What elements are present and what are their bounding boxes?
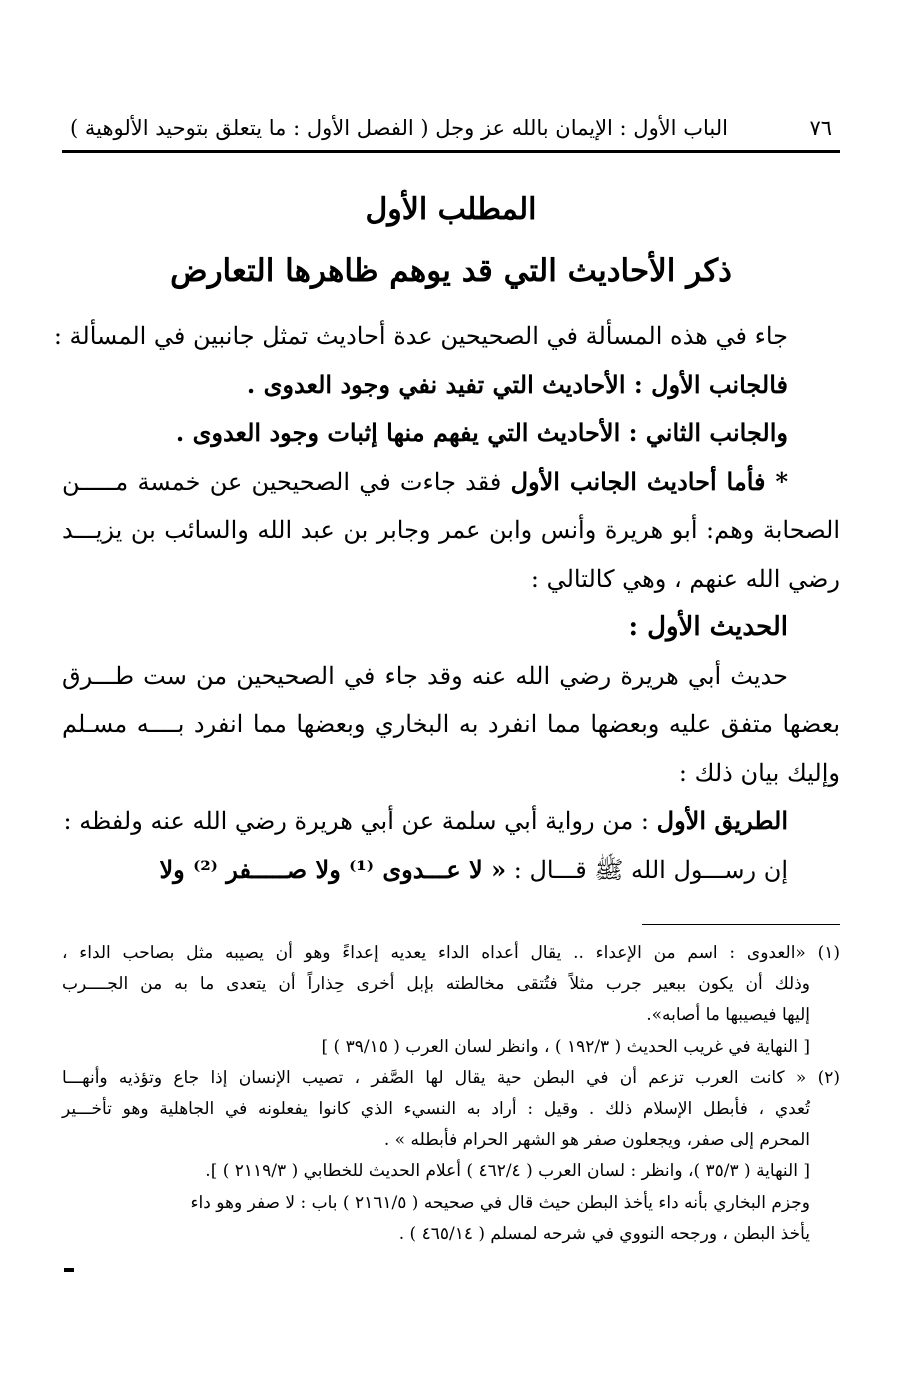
text-run: إن رســـول الله ﷺ قـــال : bbox=[506, 855, 788, 884]
footnote-line: وجزم البخاري بأنه داء يأخذ البطن حيث قال في صحيحه ( ٢١٦١/٥ ) باب : لا صفر وهو داء bbox=[190, 1192, 810, 1213]
footnote-line: تُعدي ، فأبطل الإسلام ذلك . وقيل : أراد به النسيء الذي كانوا يفعلونه في الجاهلية وهو تأخـــير bbox=[62, 1099, 810, 1120]
paragraph-line: حديث أبي هريرة رضي الله عنه وقد جاء في الصحيحين من ست طـــرق bbox=[62, 661, 788, 690]
footnote-line: وذلك أن يكون ببعير جرب مثلاً فتُتقى مخالطته بإبل أخرى حِذاراً أن يتعدى ما به من الجــــرب bbox=[62, 974, 810, 995]
paragraph-line bbox=[62, 797, 840, 846]
footnote-line: يأخذ البطن ، ورجحه النووي في شرحه لمسلم ( ٤٦٥/١٤ ) . bbox=[398, 1223, 810, 1244]
hadith-quote: « لا عـــدوى ⁽¹⁾ ولا صـــــفر ⁽²⁾ ولا bbox=[159, 854, 507, 884]
footnote-rule bbox=[642, 924, 840, 925]
footnote-line: إليها فيصيبها ما أصابه». bbox=[646, 1005, 810, 1026]
end-mark bbox=[64, 1268, 74, 1272]
header-rule bbox=[62, 150, 840, 153]
footnotes bbox=[62, 938, 840, 1250]
paragraph-line: الصحابة وهم: أبو هريرة وأنس وابن عمر وجابر بن عبد الله والسائب بن يزيـــد bbox=[62, 516, 840, 544]
footnote-line: [ النهاية ( ٣٥/٣ )، وانظر : لسان العرب ( ٤٦٢/٤ ) أعلام الحديث للخطابي ( ٢١١٩/٣ ) ]. bbox=[205, 1161, 810, 1182]
text-run: : من رواية أبي سلمة عن أبي هريرة رضي الله عنه ولفظه : bbox=[63, 807, 657, 835]
paragraph-line: وإليك بيان ذلك : bbox=[678, 758, 840, 787]
running-title: الباب الأول : الإيمان بالله عز وجل ( الفصل الأول : ما يتعلق بتوحيد الألوهية ) bbox=[70, 116, 728, 140]
footnote-line: (١) «العدوى : اسم من الإعداء .. يقال أعداه الداء يعديه إعداءً وهو أن يصيبه مثل بصاحب الداء ، bbox=[62, 943, 840, 963]
hadith-heading: الحديث الأول : bbox=[628, 612, 788, 642]
text-run: فقد جاءت في الصحيحين عن خمسة مـــــن bbox=[62, 467, 511, 496]
footnote-line: المحرم إلى صفر، ويجعلون صفر هو الشهر الحرام فأبطله » . bbox=[383, 1130, 810, 1151]
paragraph-line: رضي الله عنهم ، وهي كالتالي : bbox=[530, 564, 840, 593]
section-title: المطلب الأول bbox=[365, 192, 537, 227]
paragraph-line bbox=[62, 846, 840, 895]
paragraph-line: والجانب الثاني : الأحاديث التي يفهم منها إثبات وجود العدوى . bbox=[175, 418, 788, 447]
footnote-line: (٢) « كانت العرب تزعم أن في البطن حية يقال لها الصَّفر ، تصيب الإنسان إذا جاع وتؤذيه وأنهـــا bbox=[62, 1067, 840, 1088]
paragraph-line bbox=[62, 458, 840, 507]
paragraph-line: فالجانب الأول : الأحاديث التي تفيد نفي وجود العدوى . bbox=[246, 369, 788, 399]
page-header bbox=[62, 106, 840, 150]
main-text bbox=[53, 312, 840, 894]
footnote-line: [ النهاية في غريب الحديث ( ١٩٢/٣ ) ، وانظر لسان العرب ( ٣٩/١٥ ) ] bbox=[321, 1036, 810, 1057]
bold-phrase: الطريق الأول bbox=[656, 806, 788, 835]
paragraph-line: جاء في هذه المسألة في الصحيحين عدة أحاديث تمثل جانبين في المسألة : bbox=[53, 322, 788, 350]
page-number: ٧٦ bbox=[809, 116, 832, 140]
topic-title: ذكر الأحاديث التي قد يوهم ظاهرها التعارض bbox=[170, 253, 732, 289]
bold-phrase: * فأما أحاديث الجانب الأول bbox=[510, 466, 788, 496]
paragraph-line: بعضها متفق عليه وبعضها مما انفرد به البخاري وبعضها مما انفرد بــــه مسـلم bbox=[62, 710, 840, 738]
